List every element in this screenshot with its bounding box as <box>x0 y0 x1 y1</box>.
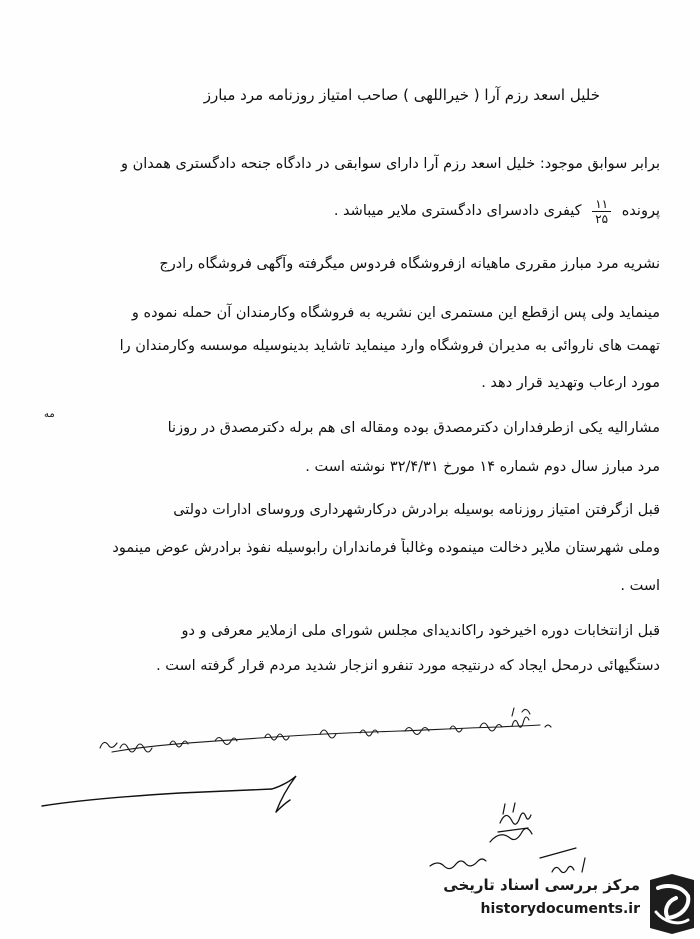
paragraph-5-line-1: قبل ازانتخابات دوره اخیرخود راکاندیدای مجلس شورای ملی ازملایر معرفی و دو <box>181 623 660 639</box>
paragraph-3-line-2: مرد مبارز سال دوم شماره ۱۴ مورخ ۳۲/۴/۳۱ نوشته است . <box>305 459 660 475</box>
archive-logo-icon <box>646 872 698 936</box>
handwritten-note-scribble <box>100 708 551 752</box>
signature-stroke <box>42 776 296 812</box>
case-file-text: کیفری دادسرای دادگستری ملایر میباشد . <box>333 203 582 219</box>
paragraph-3-superscript: مه <box>44 409 55 420</box>
case-number-denominator: ۲۵ <box>595 211 609 226</box>
paragraph-2-line-4: مورد ارعاب وتهدید قرار دهد . <box>481 375 660 391</box>
paragraph-2-line-1: نشریه مرد مبارز مقرری ماهیانه ازفروشگاه فردوس میگرفته وآگهی فروشگاه رادرج <box>159 256 660 272</box>
right-signatures <box>430 803 585 873</box>
paragraph-4-line-3: است . <box>620 578 660 594</box>
paragraph-2-line-2: مینماید ولی پس ازقطع این مستمری این نشریه به فروشگاه وکارمندان آن حمله نموده و <box>131 305 660 321</box>
case-number-numerator: ۱۱ <box>592 197 611 212</box>
paragraph-3-line-1: مشارالیه یکی ازطرفداران دکترمصدق بوده ومقاله ای هم برله دکترمصدق در روزنا <box>167 420 660 436</box>
watermark-url: historydocuments.ir <box>480 901 640 917</box>
case-file-label: پرونده <box>621 203 660 219</box>
paragraph-4-line-2: وملی شهرستان ملایر دخالت مینموده وغالباً فرمانداران رابوسیله نفوذ برادرش عوض مینمود <box>112 540 660 556</box>
watermark-org-name: مرکز بررسی اسناد تاریخی <box>443 876 640 894</box>
paragraph-4-line-1: قبل ازگرفتن امتیاز روزنامه بوسیله برادرش درکارشهرداری وروسای ادارات دولتی <box>173 502 660 518</box>
watermark <box>408 870 700 939</box>
paragraph-1-line-1: برابر سوابق موجود: خلیل اسعد رزم آرا دارای سوابقی در دادگاه جنحه دادگستری همدان و <box>120 156 660 172</box>
document-title: خلیل اسعد رزم آرا ( خیراللهی ) صاحب امتیاز روزنامه مرد مبارز <box>203 86 600 104</box>
paragraph-5-line-2: دستگیهائی درمحل ایجاد که درنتیجه مورد تنفرو انزجار شدید مردم قرار گرفته است . <box>156 658 660 674</box>
paragraph-2-line-3: تهمت های ناروائی به مدیران فروشگاه وارد مینماید تاشاید بدینوسیله موسسه وکارمندان را <box>119 338 660 354</box>
